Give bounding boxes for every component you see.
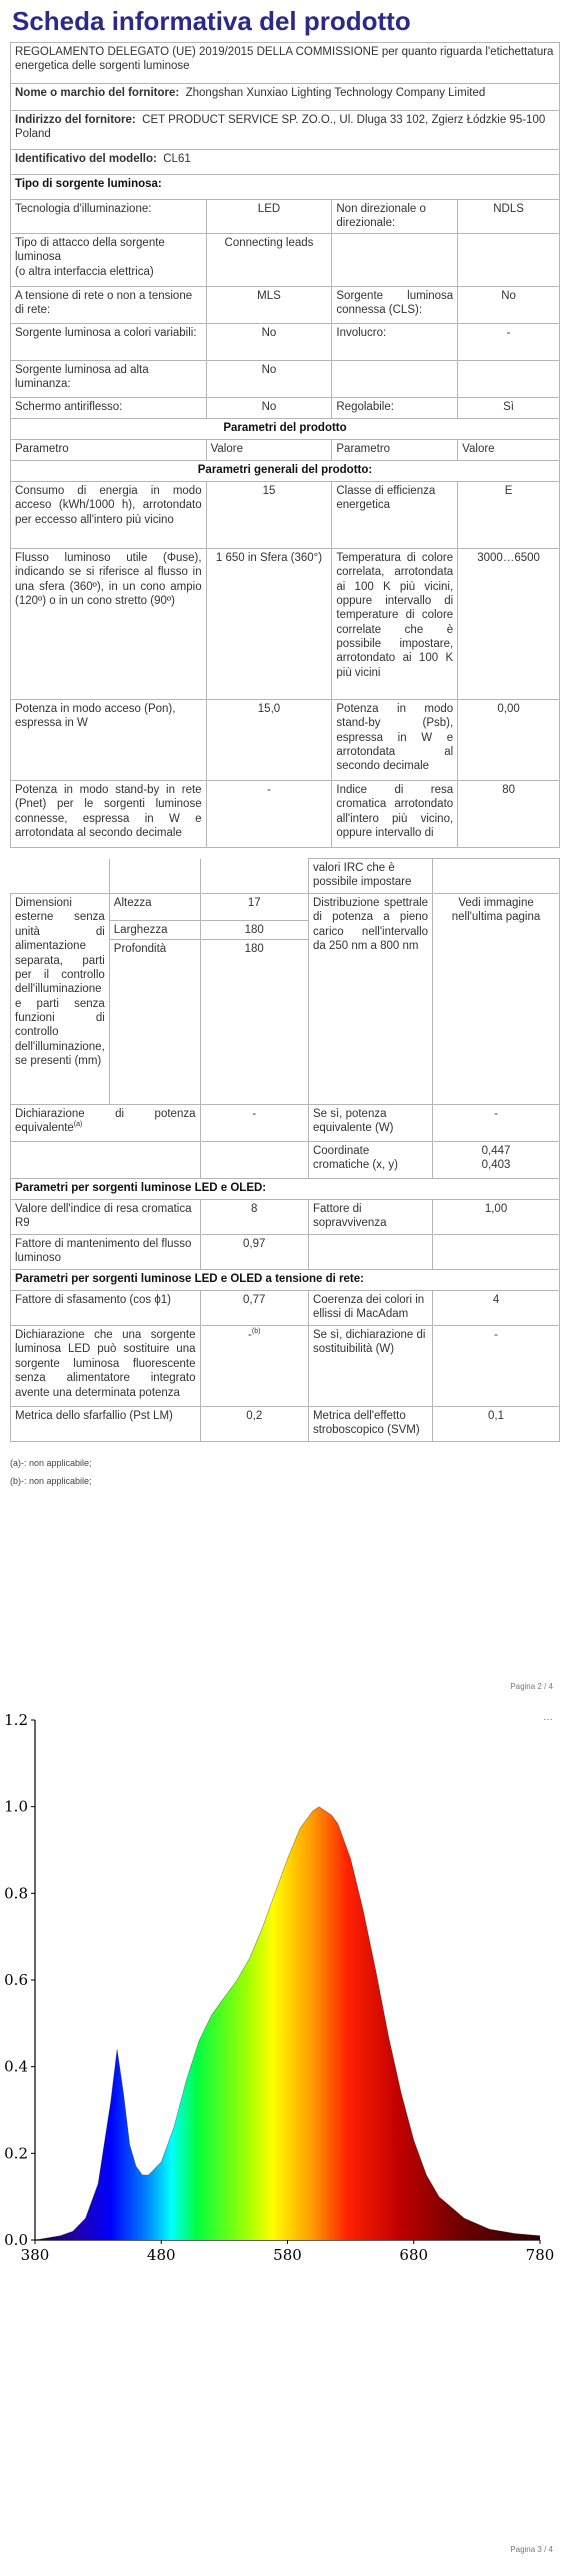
cap-label-sub: (o altra interfaccia elettrica) bbox=[15, 265, 154, 278]
energy-value: 15 bbox=[206, 481, 332, 548]
flux-label: Flusso luminoso utile (Φuse), indicando se si riferisce al flusso in una sfera (360º), in un cono ampio (120º) o in un cono stretto (90º) bbox=[11, 548, 207, 699]
r9-value: 8 bbox=[200, 1200, 308, 1235]
height-value: 17 bbox=[200, 894, 308, 921]
spd-label: Distribuzione spettrale di potenza a pieno carico nell'intervallo da 250 nm a 800 nm bbox=[308, 894, 432, 1105]
standby-power-value: 0,00 bbox=[458, 699, 560, 780]
width-label: Larghezza bbox=[109, 920, 200, 939]
regulation-text: REGOLAMENTO DELEGATO (UE) 2019/2015 DELLA COMMISSIONE per quanto riguarda l'etichettatura energetica delle sorgenti luminose bbox=[11, 43, 560, 84]
page-3 bbox=[0, 1700, 565, 2560]
cct-value: 3000…6500 bbox=[458, 548, 560, 699]
chromaticity-value bbox=[433, 1142, 560, 1179]
equivalent-power-label bbox=[11, 1105, 201, 1142]
svm-value: 0,1 bbox=[433, 1407, 560, 1442]
x-tick-label: 580 bbox=[273, 2246, 302, 2260]
footnote-a-ref: (a) bbox=[73, 1121, 83, 1129]
dimmable-label: Regolabile: bbox=[332, 397, 458, 418]
y-tick-label: 0.6 bbox=[4, 1971, 28, 1989]
nondir-value: NDLS bbox=[458, 200, 560, 234]
envelope-label: Involucro: bbox=[332, 323, 458, 360]
equivalent-power-label-text: Dichiarazione di potenza equivalente bbox=[15, 1108, 196, 1135]
networked-standby-value: - bbox=[206, 780, 332, 847]
dimensions-label: Dimensioni esterne senza unità di alimentazione separata, parti per il controllo dell'illuminazione e parti senza funzioni di controllo dell'illuminazione, se presenti (mm) bbox=[11, 894, 110, 1105]
flicker-value: 0,2 bbox=[200, 1407, 308, 1442]
cri-label: Indice di resa cromatica arrotondato all'intero più vicino, oppure intervallo di bbox=[332, 780, 458, 847]
supplier-address: CET PRODUCT SERVICE SP. ZO.O., Ul. Dluga 33 102, Zgierz Łódzkie 95-100 Poland bbox=[15, 114, 546, 141]
chromaticity-y: 0,403 bbox=[481, 1159, 511, 1172]
cap-value: Connecting leads bbox=[206, 233, 332, 286]
equivalent-power-value: - bbox=[200, 1105, 308, 1142]
nondir-label: Non direzionale o direzionale: bbox=[332, 200, 458, 234]
fluorescent-replacement-value bbox=[200, 1326, 308, 1407]
envelope-value: - bbox=[458, 323, 560, 360]
cri-label-continued: valori IRC che è possibile impostare bbox=[308, 859, 432, 894]
cls-label: Sorgente luminosa connessa (CLS): bbox=[332, 286, 458, 323]
replacement-claim-label: Se sì, dichiarazione di sostituibilità (W) bbox=[308, 1326, 432, 1407]
page-2 bbox=[0, 850, 565, 1700]
fluorescent-replacement-dash: - bbox=[248, 1329, 252, 1341]
cct-label: Temperatura di colore correlata, arrotondata ai 100 K più vicini, oppure intervallo di temperature di colore correlate che è possibile impostare, arrotondato ai 100 K più vicini bbox=[332, 548, 458, 699]
y-tick-label: 0.8 bbox=[4, 1884, 28, 1903]
supplier-address-label: Indirizzo del fornitore: bbox=[15, 114, 136, 126]
power-factor-label: Fattore di sfasamento (cos ϕ1) bbox=[11, 1291, 201, 1326]
page-number: Pagina 3 / 4 bbox=[510, 2545, 553, 2554]
width-value: 180 bbox=[200, 920, 308, 939]
x-tick-label: 680 bbox=[399, 2246, 429, 2260]
y-tick-label: 0.2 bbox=[4, 2144, 28, 2163]
supplier-address-row bbox=[11, 111, 560, 150]
replacement-claim-value: - bbox=[433, 1326, 560, 1407]
tech-label: Tecnologia d'illuminazione: bbox=[11, 200, 207, 234]
cls-value: No bbox=[458, 286, 560, 323]
page-title: Scheda informativa del prodotto bbox=[12, 6, 411, 36]
fluorescent-replacement-label: Dichiarazione che una sorgente luminosa LED può sostituire una sorgente luminosa fluorescente senza alimentatore integrato avente una determinata potenza bbox=[11, 1326, 201, 1407]
on-power-label: Potenza in modo acceso (Pon), espressa in W bbox=[11, 699, 207, 780]
cropped-header-text: … bbox=[543, 1712, 555, 1723]
anti-glare-label: Schermo antiriflesso: bbox=[11, 397, 207, 418]
lumen-maintenance-label: Fattore di mantenimento del flusso luminoso bbox=[11, 1235, 201, 1270]
survival-value: 1,00 bbox=[433, 1200, 560, 1235]
equivalent-watt-value: - bbox=[433, 1105, 560, 1142]
x-tick-label: 380 bbox=[20, 2246, 50, 2260]
spd-value: Vedi immagine nell'ultima pagina bbox=[433, 894, 560, 1105]
col-header-value: Valore bbox=[206, 439, 332, 460]
high-luminance-value: No bbox=[206, 360, 332, 397]
led-params-heading: Parametri per sorgenti luminose LED e OLED: bbox=[11, 1179, 560, 1200]
light-source-type-heading: Tipo di sorgente luminosa: bbox=[11, 175, 560, 200]
color-tunable-label: Sorgente luminosa a colori variabili: bbox=[11, 323, 207, 360]
y-tick-label: 1.0 bbox=[4, 1797, 28, 1816]
power-factor-value: 0,77 bbox=[200, 1291, 308, 1326]
macadam-value: 4 bbox=[433, 1291, 560, 1326]
y-tick-label: 0.4 bbox=[4, 2057, 28, 2076]
survival-label: Fattore di sopravvivenza bbox=[308, 1200, 432, 1235]
col-header-param-2: Parametro bbox=[332, 439, 458, 460]
product-info-table bbox=[10, 42, 560, 848]
model-label: Identificativo del modello: bbox=[15, 153, 157, 165]
footnote-a: (a)-: non applicabile; bbox=[10, 1458, 92, 1468]
high-luminance-label: Sorgente luminosa ad alta luminanza: bbox=[11, 360, 207, 397]
mains-label: A tensione di rete o non a tensione di rete: bbox=[11, 286, 207, 323]
col-header-value-2: Valore bbox=[458, 439, 560, 460]
on-power-value: 15,0 bbox=[206, 699, 332, 780]
svm-label: Metrica dell'effetto stroboscopico (SVM) bbox=[308, 1407, 432, 1442]
depth-label: Profondità bbox=[109, 940, 200, 1105]
cap-label-text: Tipo di attacco della sorgente luminosa bbox=[15, 236, 165, 264]
macadam-label: Coerenza dei colori in ellissi di MacAdam bbox=[308, 1291, 432, 1326]
product-params-heading: Parametri del prodotto bbox=[11, 418, 560, 439]
equivalent-watt-label: Se sì, potenza equivalente (W) bbox=[308, 1105, 432, 1142]
anti-glare-value: No bbox=[206, 397, 332, 418]
model-row bbox=[11, 150, 560, 175]
spectral-distribution-chart bbox=[0, 1700, 565, 2260]
chromaticity-label: Coordinate cromatiche (x, y) bbox=[308, 1142, 432, 1179]
spectrum-area bbox=[35, 1807, 540, 2240]
color-tunable-value: No bbox=[206, 323, 332, 360]
supplier-name-row bbox=[11, 84, 560, 111]
energy-class-value: E bbox=[458, 481, 560, 548]
supplier-name: Zhongshan Xunxiao Lighting Technology Company Limited bbox=[185, 87, 486, 99]
y-tick-label: 1.2 bbox=[4, 1711, 28, 1729]
page-1 bbox=[0, 0, 565, 850]
x-tick-label: 480 bbox=[146, 2246, 176, 2260]
energy-class-label: Classe di efficienza energetica bbox=[332, 481, 458, 548]
energy-label: Consumo di energia in modo acceso (kWh/1000 h), arrotondato per eccesso all'intero più vicino bbox=[11, 481, 207, 548]
mains-led-params-heading: Parametri per sorgenti luminose LED e OLED a tensione di rete: bbox=[11, 1270, 560, 1291]
footnote-b: (b)-: non applicabile; bbox=[10, 1476, 92, 1486]
model-id: CL61 bbox=[163, 153, 191, 165]
footnote-b-ref: (b) bbox=[251, 1328, 261, 1336]
x-tick-label: 780 bbox=[525, 2246, 555, 2260]
flux-value: 1 650 in Sfera (360°) bbox=[206, 548, 332, 699]
r9-label: Valore dell'indice di resa cromatica R9 bbox=[11, 1200, 201, 1235]
col-header-param: Parametro bbox=[11, 439, 207, 460]
tech-value: LED bbox=[206, 200, 332, 234]
general-params-heading: Parametri generali del prodotto: bbox=[11, 460, 560, 481]
mains-value: MLS bbox=[206, 286, 332, 323]
page-number: Pagina 2 / 4 bbox=[510, 1682, 553, 1691]
chart-plot-area bbox=[35, 1807, 540, 2240]
cap-label bbox=[11, 233, 207, 286]
dimmable-value: Sì bbox=[458, 397, 560, 418]
product-info-table-continued bbox=[10, 858, 560, 1442]
networked-standby-label: Potenza in modo stand-by in rete (Pnet) per le sorgenti luminose connesse, espressa in W e arrotondata al secondo decimale bbox=[11, 780, 207, 847]
height-label: Altezza bbox=[109, 894, 200, 921]
flicker-label: Metrica dello sfarfallio (Pst LM) bbox=[11, 1407, 201, 1442]
chromaticity-x: 0,447 bbox=[481, 1145, 511, 1157]
supplier-name-label: Nome o marchio del fornitore: bbox=[15, 87, 180, 99]
y-tick-label: 0.0 bbox=[4, 2231, 28, 2249]
cri-value: 80 bbox=[458, 780, 560, 847]
lumen-maintenance-value: 0,97 bbox=[200, 1235, 308, 1270]
standby-power-label: Potenza in modo stand-by (Psb), espressa in W e arrotondata al secondo decimale bbox=[332, 699, 458, 780]
depth-value: 180 bbox=[200, 940, 308, 1105]
